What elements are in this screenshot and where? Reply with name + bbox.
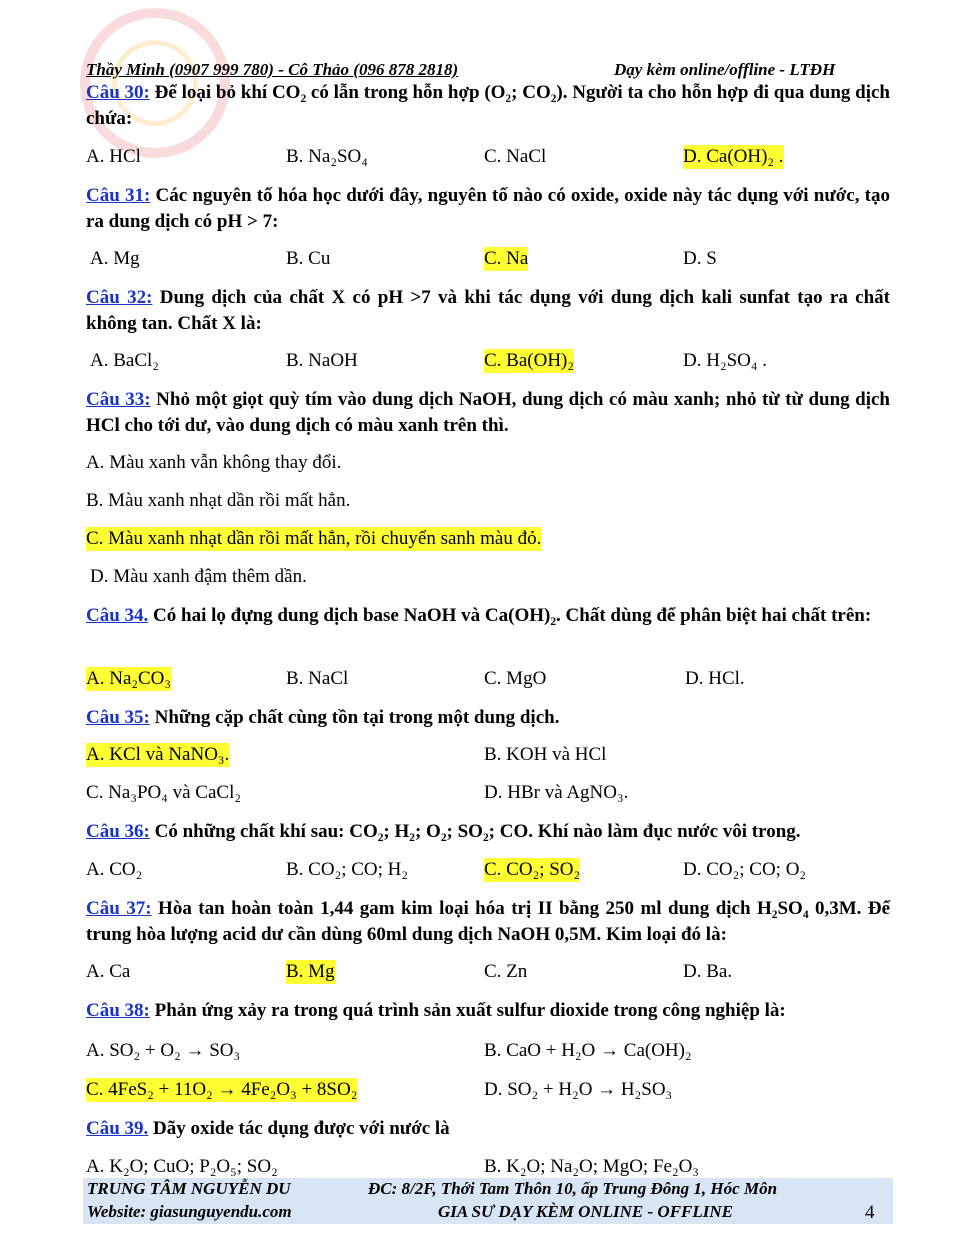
option-a-answer: A. Na₂CO₃ bbox=[86, 668, 172, 689]
question-37 bbox=[86, 896, 890, 948]
option-c-answer: C. Ba(OH)₂ bbox=[484, 350, 574, 371]
question-label: Câu 33: bbox=[86, 389, 151, 410]
option-a: A. Màu xanh vẫn không thay đổi. bbox=[86, 452, 342, 473]
option-c-answer: C. Na bbox=[484, 248, 529, 269]
option-a: A. BaCl₂ bbox=[90, 350, 159, 371]
footer-slogan: GIA SƯ DẠY KÈM ONLINE - OFFLINE bbox=[438, 1202, 733, 1221]
option-c: C. NaCl bbox=[484, 146, 547, 167]
page-footer bbox=[83, 1178, 893, 1224]
option-b-answer: B. Mg bbox=[286, 961, 335, 982]
question-31 bbox=[86, 183, 890, 235]
option-a: A. CO₂ bbox=[86, 859, 143, 880]
option-d-answer: D. Ca(OH)₂ . bbox=[683, 146, 784, 167]
question-text: Các nguyên tố hóa học dưới đây, nguyên tố nào có oxide, oxide này tác dụng với nước, tạo ra dung dịch có pH > 7: bbox=[86, 185, 890, 232]
option-d: D. Ba. bbox=[683, 961, 733, 982]
page-header bbox=[86, 60, 886, 82]
question-label: Câu 37: bbox=[86, 898, 152, 919]
page-number: 4 bbox=[865, 1202, 875, 1223]
option-b: B. Na₂SO₄ bbox=[286, 146, 368, 167]
question-label: Câu 32: bbox=[86, 287, 153, 308]
question-text: Nhỏ một giọt quỳ tím vào dung dịch NaOH, dung dịch có màu xanh; nhỏ từ từ dung dịch HCl cho tới dư, vào dung dịch có màu xanh trên thì. bbox=[86, 389, 891, 436]
question-39 bbox=[86, 1116, 890, 1142]
option-d: D. SO₂ + H₂O → H₂SO₃ bbox=[484, 1079, 673, 1100]
option-b: B. Cu bbox=[286, 248, 331, 269]
option-c-answer: C. 4FeS₂ + 11O₂ → 4Fe₂O₃ + 8SO₂ bbox=[86, 1079, 358, 1100]
question-33 bbox=[86, 387, 890, 439]
option-a: A. Mg bbox=[90, 248, 140, 269]
question-text: Những cặp chất cùng tồn tại trong một dung dịch. bbox=[154, 707, 560, 728]
header-contacts: Thầy Minh (0907 999 780) - Cô Thảo (096 878 2818) bbox=[86, 60, 459, 79]
footer-address: ĐC: 8/2F, Thới Tam Thôn 10, ấp Trung Đông 1, Hóc Môn bbox=[368, 1179, 778, 1198]
option-d: D. HCl. bbox=[685, 668, 745, 689]
option-a-answer: A. KCl và NaNO₃. bbox=[86, 744, 230, 765]
option-d: D. HBr và AgNO₃. bbox=[484, 782, 629, 803]
option-a: A. HCl bbox=[86, 146, 141, 167]
option-a: A. SO₂ + O₂ → SO₃ bbox=[86, 1040, 241, 1061]
option-b: B. NaOH bbox=[286, 350, 358, 371]
option-c: C. Na₃PO₄ và CaCl₂ bbox=[86, 782, 241, 803]
question-34 bbox=[86, 603, 890, 629]
question-label: Câu 38: bbox=[86, 1000, 150, 1021]
question-text: Dung dịch của chất X có pH >7 và khi tác dụng với dung dịch kali sunfat tạo ra chất không tan. Chất X là: bbox=[86, 287, 890, 334]
question-text: Dãy oxide tác dụng được với nước là bbox=[153, 1118, 450, 1139]
question-text: Phản ứng xảy ra trong quá trình sản xuất sulfur dioxide trong công nghiệp là: bbox=[154, 1000, 786, 1021]
option-b: B. K₂O; Na₂O; MgO; Fe₂O₃ bbox=[484, 1156, 699, 1177]
question-label: Câu 31: bbox=[86, 185, 151, 206]
question-text: Để loại bỏ khí CO₂ có lẫn trong hỗn hợp (O₂; CO₂). Người ta cho hỗn hợp đi qua dung dịch chứa: bbox=[86, 82, 891, 129]
question-label: Câu 39. bbox=[86, 1118, 149, 1139]
option-d: D. H₂SO₄ . bbox=[683, 350, 767, 371]
option-c: C. MgO bbox=[484, 668, 547, 689]
option-a: A. K₂O; CuO; P₂O₅; SO₂ bbox=[86, 1156, 278, 1177]
option-b: B. Màu xanh nhạt dần rồi mất hẳn. bbox=[86, 490, 351, 511]
question-38 bbox=[86, 998, 890, 1024]
footer-website[interactable]: Website: giasunguyendu.com bbox=[87, 1202, 292, 1221]
question-32 bbox=[86, 285, 890, 337]
question-label: Câu 36: bbox=[86, 821, 150, 842]
question-text: Hòa tan hoàn toàn 1,44 gam kim loại hóa trị II bằng 250 ml dung dịch H₂SO₄ 0,3M. Để trung hòa lượng acid dư cần dùng 60ml dung dịch NaOH 0,5M. Kim loại đó là: bbox=[86, 898, 891, 945]
option-c-answer: C. CO₂; SO₂ bbox=[484, 859, 581, 880]
option-b: B. CO₂; CO; H₂ bbox=[286, 859, 408, 880]
question-35 bbox=[86, 705, 890, 731]
header-tagline: Dạy kèm online/offline - LTĐH bbox=[614, 60, 836, 79]
option-b: B. CaO + H₂O → Ca(OH)₂ bbox=[484, 1040, 692, 1061]
question-36 bbox=[86, 819, 890, 845]
footer-center-name: TRUNG TÂM NGUYỄN DU bbox=[87, 1179, 291, 1198]
question-label: Câu 34. bbox=[86, 605, 149, 626]
option-d: D. Màu xanh đậm thêm dần. bbox=[90, 566, 307, 587]
option-b: B. KOH và HCl bbox=[484, 744, 607, 765]
option-a: A. Ca bbox=[86, 961, 131, 982]
option-c-answer: C. Màu xanh nhạt dần rồi mất hẳn, rồi chuyển sanh màu đỏ. bbox=[86, 528, 542, 549]
option-d: D. S bbox=[683, 248, 717, 269]
question-label: Câu 35: bbox=[86, 707, 150, 728]
question-text: Có những chất khí sau: CO₂; H₂; O₂; SO₂; CO. Khí nào làm đục nước vôi trong. bbox=[154, 821, 801, 842]
question-text: Có hai lọ đựng dung dịch base NaOH và Ca(OH)₂. Chất dùng để phân biệt hai chất trên: bbox=[153, 605, 872, 626]
question-label: Câu 30: bbox=[86, 82, 150, 103]
option-d: D. CO₂; CO; O₂ bbox=[683, 859, 807, 880]
question-30 bbox=[86, 80, 890, 132]
option-c: C. Zn bbox=[484, 961, 528, 982]
option-b: B. NaCl bbox=[286, 668, 349, 689]
